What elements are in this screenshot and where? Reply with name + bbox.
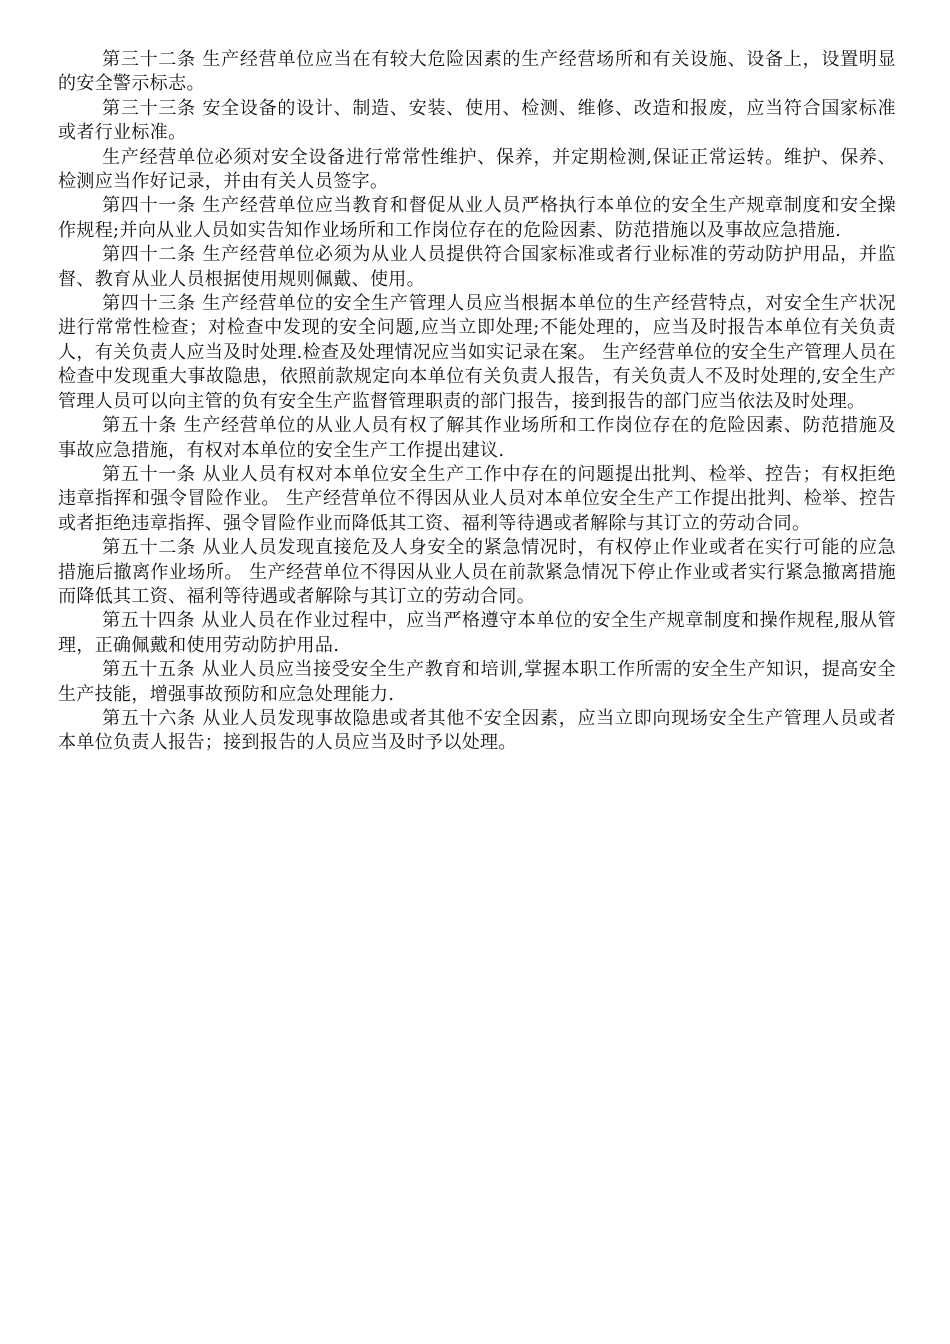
paragraph-equipment-maintenance: 生产经营单位必须对安全设备进行常常性维护、保养，并定期检测,保证正常运转。维护、保养、检测应当作好记录，并由有关人员签字。 (58, 146, 896, 193)
paragraph-article-55: 第五十五条 从业人员应当接受安全生产教育和培训,掌握本职工作所需的安全生产知识，提高安全生产技能，增强事故预防和应急处理能力. (58, 659, 896, 705)
paragraph-article-41: 第四十一条 生产经营单位应当教育和督促从业人员严格执行本单位的安全生产规章制度和安全操作规程;并向从业人员如实告知作业场所和工作岗位存在的危险因素、防范措施以及事故应急措施. (58, 195, 896, 241)
paragraph-article-52: 第五十二条 从业人员发现直接危及人身安全的紧急情况时，有权停止作业或者在实行可能的应急措施后撤离作业场所。 生产经营单位不得因从业人员在前款紧急情况下停止作业或者实行紧急撤离措施而降低其工资、福利等待遇或者解除与其订立的劳动合同。 (58, 537, 896, 607)
paragraph-article-43: 第四十三条 生产经营单位的安全生产管理人员应当根据本单位的生产经营特点，对安全生产状况进行常常性检查；对检查中发现的安全问题,应当立即处理;不能处理的，应当及时报告本单位有关负责人，有关负责人应当及时处理.检查及处理情况应当如实记录在案。 生产经营单位的安全生产管理人员在检查中发现重大事故隐患，依照前款规定向本单位有关负责人报告，有关负责人不及时处理的,安全生产管理人员可以向主管的负有安全生产监督管理职责的部门报告，接到报告的部门应当依法及时处理。 (58, 293, 896, 412)
paragraph-article-50: 第五十条 生产经营单位的从业人员有权了解其作业场所和工作岗位存在的危险因素、防范措施及事故应急措施，有权对本单位的安全生产工作提出建议. (58, 415, 896, 461)
paragraph-article-32: 第三十二条 生产经营单位应当在有较大危险因素的生产经营场所和有关设施、设备上，设置明显的安全警示标志。 (58, 49, 896, 95)
paragraph-article-51: 第五十一条 从业人员有权对本单位安全生产工作中存在的问题提出批判、检举、控告；有权拒绝违章指挥和强令冒险作业。 生产经营单位不得因从业人员对本单位安全生产工作提出批判、检举、控告或者拒绝违章指挥、强令冒险作业而降低其工资、福利等待遇或者解除与其订立的劳动合同。 (58, 463, 896, 534)
paragraph-article-33: 第三十三条 安全设备的设计、制造、安装、使用、检测、维修、改造和报废，应当符合国家标准或者行业标准。 (58, 97, 896, 144)
paragraph-article-56: 第五十六条 从业人员发现事故隐患或者其他不安全因素，应当立即向现场安全生产管理人员或者本单位负责人报告；接到报告的人员应当及时予以处理。 (58, 707, 896, 754)
paragraph-article-42: 第四十二条 生产经营单位必须为从业人员提供符合国家标准或者行业标准的劳动防护用品，并监督、教育从业人员根据使用规则佩戴、使用。 (58, 244, 896, 290)
document-body (58, 48, 896, 756)
paragraph-article-54: 第五十四条 从业人员在作业过程中，应当严格遵守本单位的安全生产规章制度和操作规程,服从管理，正确佩戴和使用劳动防护用品. (58, 610, 896, 656)
